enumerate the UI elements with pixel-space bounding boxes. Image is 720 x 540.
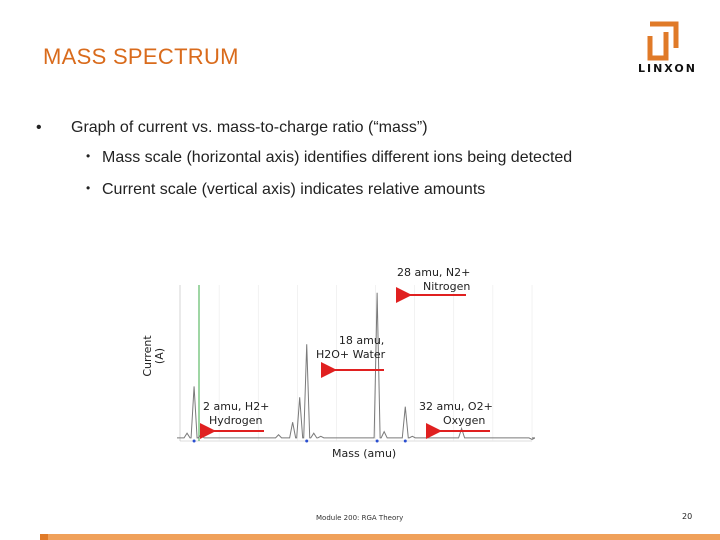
annotation-h2o-line1: 18 amu, — [338, 334, 385, 347]
annotation-h2-line2: Hydrogen — [209, 414, 263, 427]
y-axis-label: Current (A) — [141, 335, 166, 377]
annotation-h2o — [316, 334, 385, 362]
annotation-o2 — [419, 400, 493, 428]
slide-title: MASS SPECTRUM — [43, 44, 239, 69]
logo-text: LINXON — [638, 62, 697, 75]
annotation-o2-line2: Oxygen — [443, 414, 486, 427]
x-axis-label: Mass (amu) — [332, 447, 397, 460]
mass-spectrum-chart — [160, 275, 535, 455]
sub-bullet-text: Current scale (vertical axis) indicates relative amounts — [102, 181, 486, 198]
peak-marker-n2 — [376, 440, 379, 443]
annotation-h2o-line2: H2O+ Water — [316, 348, 386, 361]
annotation-o2-line1: 32 amu, O2+ — [419, 400, 493, 413]
annotation-h2-line1: 2 amu, H2+ — [203, 400, 270, 413]
annotation-n2-line2: Nitrogen — [423, 280, 471, 293]
footer-text: Module 200: RGA Theory — [316, 514, 404, 522]
sub-bullet-text: Mass scale (horizontal axis) identifies different ions being detected — [102, 149, 573, 166]
footer-bar — [40, 534, 720, 540]
sub-bullet-2: • Current scale (vertical axis) indicates relative amounts — [86, 181, 486, 198]
annotation-n2 — [397, 266, 470, 294]
footer-bar-accent — [40, 534, 48, 540]
annotation-n2-line1: 28 amu, N2+ — [397, 266, 471, 279]
peak-marker-h2o — [305, 440, 308, 443]
page-number: 20 — [682, 512, 693, 521]
peak-marker-h2 — [193, 440, 196, 443]
bullet-dot: • — [36, 119, 42, 136]
bullet-text: Graph of current vs. mass-to-charge ratio (“mass”) — [71, 119, 428, 136]
annotation-h2 — [203, 400, 269, 428]
peak-marker-o2 — [404, 440, 407, 443]
sub-bullet-1: • Mass scale (horizontal axis) identifies different ions being detected — [86, 149, 573, 166]
